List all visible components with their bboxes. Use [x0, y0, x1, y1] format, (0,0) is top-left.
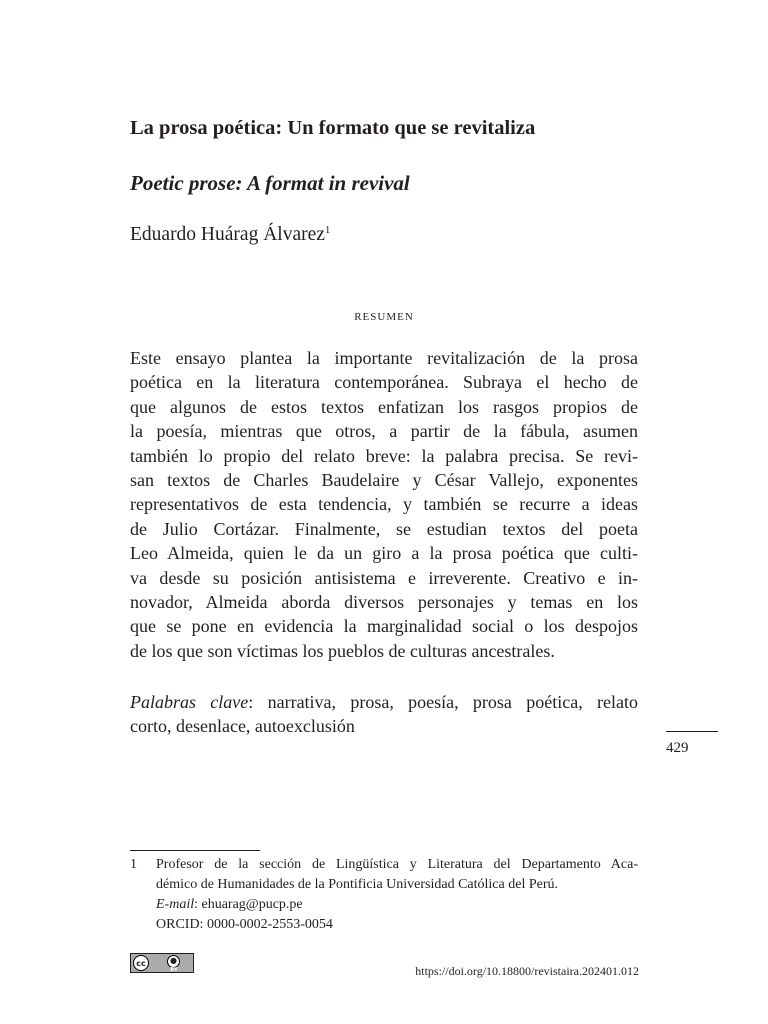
abstract-line: va desde su posición antisistema e irreverente. Creativo e in- [130, 567, 638, 588]
article-title: La prosa poética: Un formato que se revitaliza [130, 117, 536, 139]
article-subtitle-english: Poetic prose: A format in revival [130, 171, 410, 195]
keywords-list-part1: : narrativa, prosa, poesía, prosa poética, relato [248, 692, 638, 712]
keywords-paragraph [130, 690, 638, 739]
keywords-label: Palabras clave [130, 692, 249, 712]
abstract-line: representativos de esta tendencia, y también se recurre a ideas [130, 494, 638, 515]
abstract-line: poética en la literatura contemporánea. Subraya el hecho de [130, 372, 638, 393]
abstract-body [130, 346, 638, 663]
footnote-orcid[interactable]: ORCID: 0000-0002-2553-0054 [156, 917, 333, 932]
author-footnote-mark[interactable]: 1 [324, 224, 331, 236]
author-line [130, 224, 330, 246]
doi-link[interactable]: https://doi.org/10.18800/revistaira.202401.012 [415, 964, 639, 978]
footnote-number: 1 [130, 857, 137, 872]
page-number: 429 [666, 740, 689, 756]
attribution-person-icon: ● [167, 955, 180, 968]
footnote [130, 855, 638, 935]
footnote-separator [130, 850, 260, 851]
author-name: Eduardo Huárag Álvarez [130, 224, 325, 245]
footnote-line: Profesor de la sección de Lingüística y Literatura del Departamento Aca- [156, 857, 638, 872]
abstract-line: novador, Almeida aborda diversos personajes y temas en los [130, 591, 638, 612]
footnote-email [156, 895, 638, 915]
cc-icon: cc [133, 955, 149, 971]
cc-by-label: BY [170, 967, 178, 973]
abstract-line: la poesía, mientras que otros, a partir de la fábula, asumen [130, 421, 638, 442]
abstract-heading: resumen [354, 308, 414, 324]
keywords-line [130, 690, 638, 714]
abstract-line: de Julio Cortázar. Finalmente, se estudian textos del poeta [130, 518, 638, 539]
abstract-line: de los que son víctimas los pueblos de culturas ancestrales. [130, 640, 555, 661]
abstract-line: san textos de Charles Baudelaire y César Vallejo, exponentes [130, 469, 638, 490]
abstract-line: Leo Almeida, quien le da un giro a la prosa poética que culti- [130, 543, 638, 564]
abstract-line: que se pone en evidencia la marginalidad social o los despojos [130, 616, 638, 637]
folio-rule [666, 731, 718, 732]
abstract-line: también lo propio del relato breve: la palabra precisa. Se revi- [130, 445, 638, 466]
keywords-list-part2: corto, desenlace, autoexclusión [130, 716, 355, 737]
email-address[interactable]: : ehuarag@pucp.pe [194, 897, 303, 912]
email-label: E-mail [156, 897, 195, 912]
creative-commons-by-icon[interactable] [130, 953, 194, 973]
footnote-body [156, 855, 638, 935]
abstract-line: Este ensayo plantea la importante revitalización de la prosa [130, 348, 638, 368]
abstract-line: que algunos de estos textos enfatizan los rasgos propios de [130, 396, 638, 417]
footnote-line: démico de Humanidades de la Pontificia Universidad Católica del Perú. [156, 877, 558, 892]
